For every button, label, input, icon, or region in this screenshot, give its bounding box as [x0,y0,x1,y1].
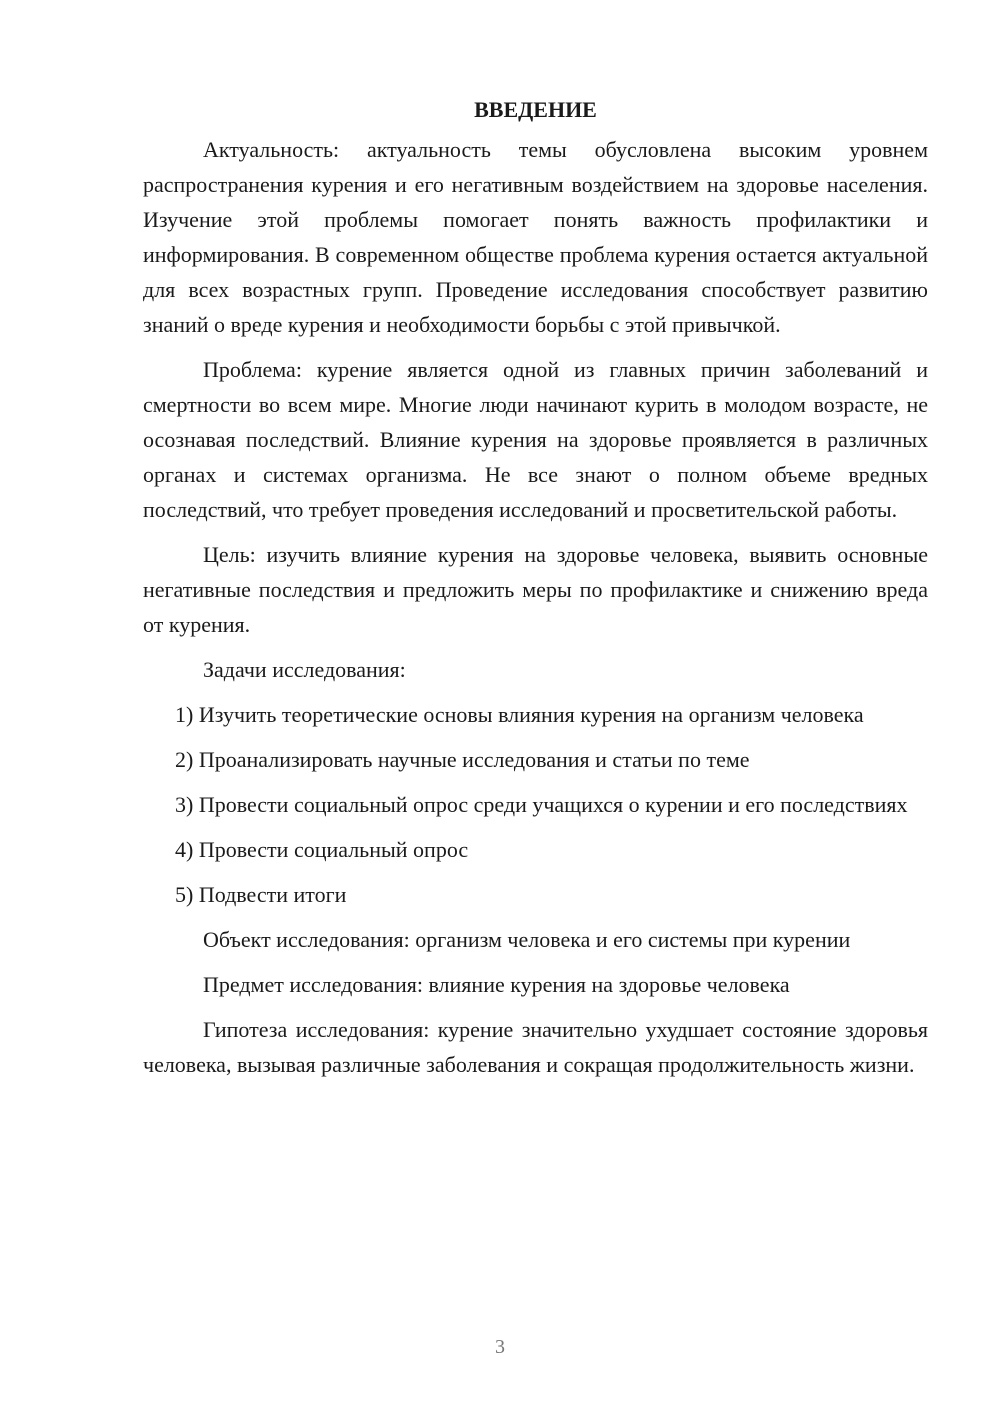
research-object-paragraph: Объект исследования: организм человека и его системы при курении [203,927,851,952]
task-item-1: 1) Изучить теоретические основы влияния курения на организм человека [175,702,864,727]
task-item-5: 5) Подвести итоги [175,882,347,907]
document-page [143,92,928,1092]
research-subject-paragraph: Предмет исследования: влияние курения на здоровье человека [203,972,790,997]
task-item-4: 4) Провести социальный опрос [175,837,469,862]
hypothesis-paragraph: Гипотеза исследования: курение значительно ухудшает состояние здоровья человека, вызывая различные заболевания и сокращая продолжительность жизни. [143,1017,928,1077]
goal-paragraph: Цель: изучить влияние курения на здоровье человека, выявить основные негативные последствия и предложить меры по профилактике и снижению вреда от курения. [143,542,928,637]
document-title: ВВЕДЕНИЕ [474,97,597,122]
tasks-heading: Задачи исследования: [203,657,406,682]
page-number: 3 [495,1336,505,1358]
relevance-paragraph: Актуальность: актуальность темы обусловлена высоким уровнем распространения курения и его негативным воздействием на здоровье населения. Изучение этой проблемы помогает понять важность профилактики и информирования. В современном обществе проблема курения остается актуальной для всех возрастных групп. Проведение исследования способствует развитию знаний о вреде курения и необходимости борьбы с этой привычкой. [143,137,928,337]
problem-paragraph: Проблема: курение является одной из главных причин заболеваний и смертности во всем мире. Многие люди начинают курить в молодом возрасте, не осознавая последствий. Влияние курения на здоровье проявляется в различных органах и системах организма. Не все знают о полном объеме вредных последствий, что требует проведения исследований и просветительской работы. [143,357,928,522]
task-item-3: 3) Провести социальный опрос среди учащихся о курении и его последствиях [175,792,908,817]
task-item-2: 2) Проанализировать научные исследования и статьи по теме [175,747,750,772]
